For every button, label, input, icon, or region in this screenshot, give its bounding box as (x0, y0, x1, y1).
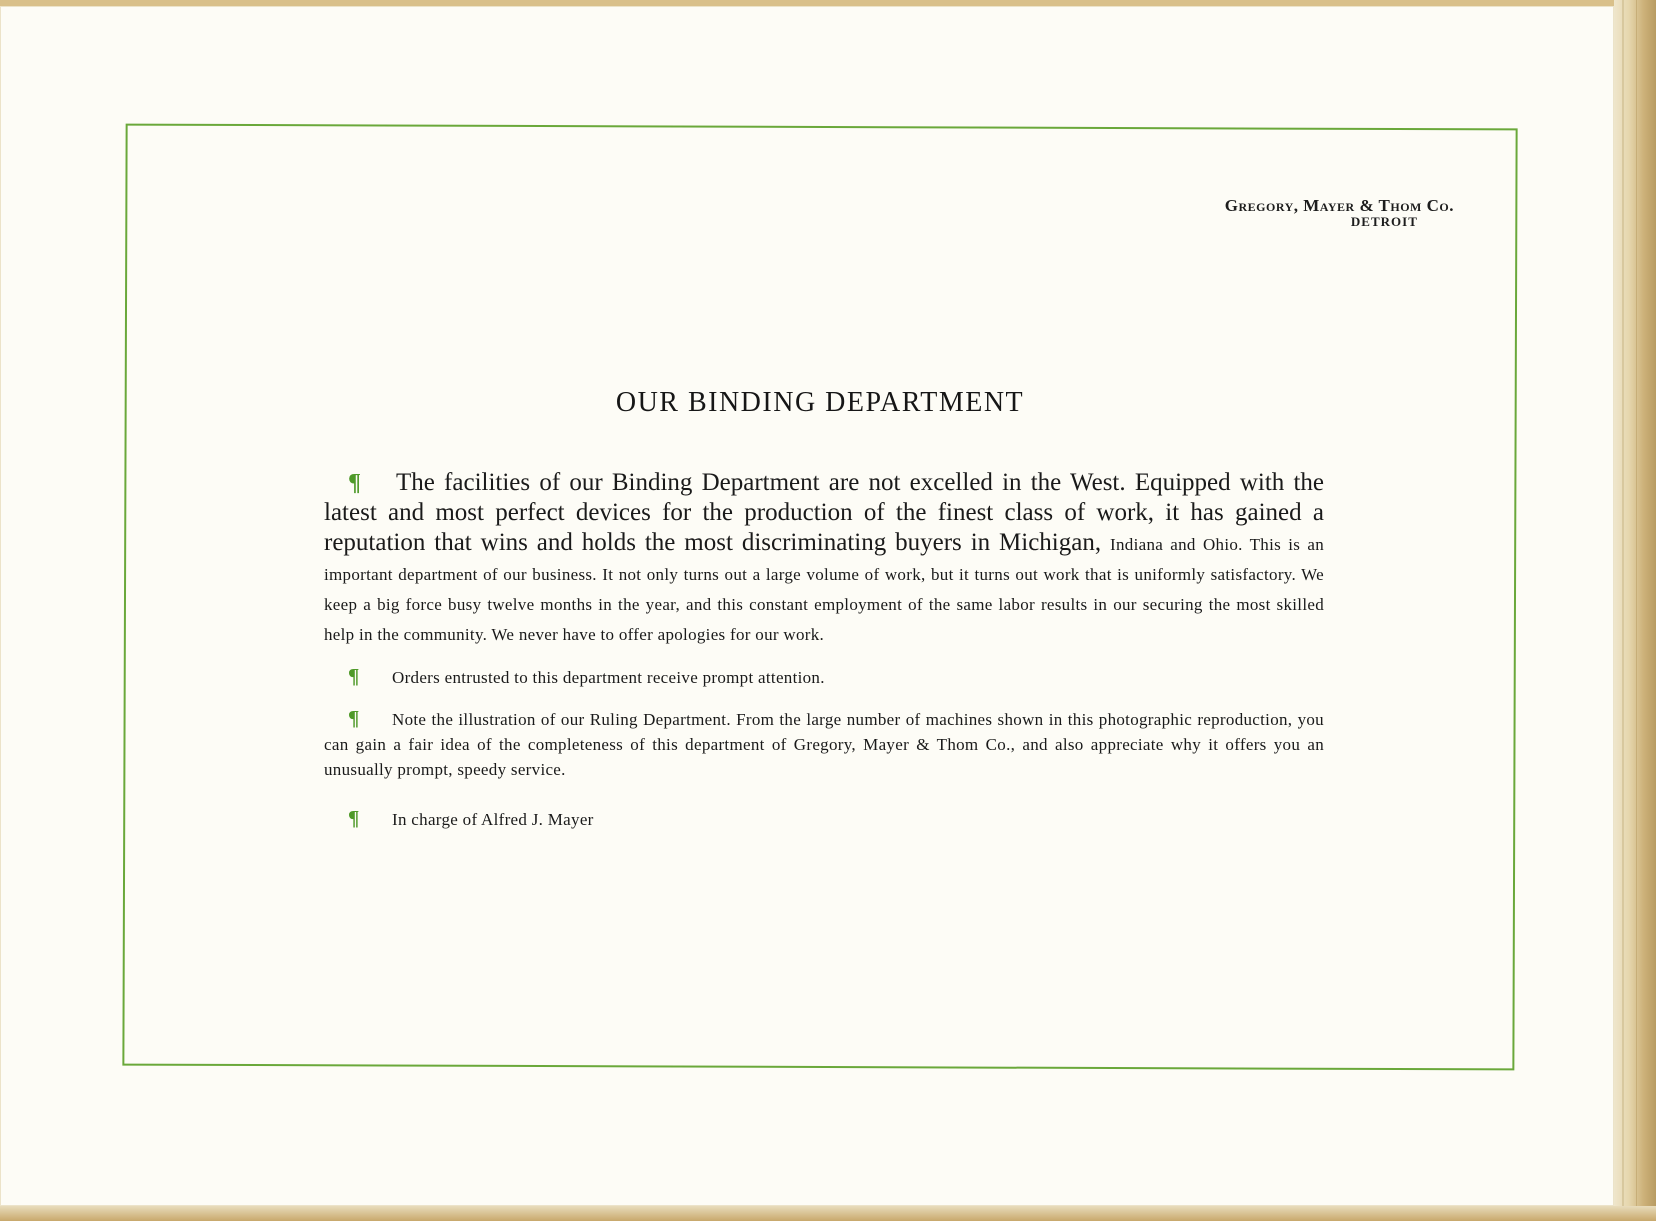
paragraph-text: Orders entrusted to this department receive prompt attention. (392, 668, 825, 687)
paragraph-ruling (324, 706, 1324, 782)
paragraph-text: Note the illustration of our Ruling Department. From the large number of machines shown in this photographic reproduction, you can gain a fair idea of the completeness of this department of Gregory, Mayer & Thom Co., and also appreciate why it offers you an unusually prompt, speedy service. (324, 710, 1324, 779)
pilcrow-icon: ¶ (348, 706, 360, 730)
letterhead (1225, 196, 1454, 230)
paragraph-orders (324, 664, 1324, 690)
paragraph-facilities (324, 468, 1324, 648)
bottom-edge (0, 1206, 1656, 1221)
pilcrow-icon: ¶ (348, 664, 360, 688)
body-text (324, 468, 1324, 848)
company-name: Gregory, Mayer & Thom Co. (1224, 196, 1454, 215)
paragraph-in-charge (324, 806, 1324, 832)
page-edge (1614, 0, 1656, 1221)
paragraph-text: Indiana and Ohio. This is an important department of our business. It not only turns out a large volume of work, but it turns out work that is uniformly satisfactory. We keep a big force busy twelve months in the year, and this constant employment of the same labor results in our securing the most skilled help in the community. We never have to offer apologies for our work. (324, 535, 1324, 644)
paragraph-lead-text: The facilities of our Binding Department are not excelled in the West. Equipped with the latest and most perfect devices for the production of the finest class of work, it has gained a reputation that wins and holds the most discriminating buyers in Michigan, (324, 469, 1324, 556)
paragraph-text: In charge of Alfred J. Mayer (392, 810, 594, 829)
page-title: OUR BINDING DEPARTMENT (615, 387, 1025, 418)
company-city: DETROIT (1350, 214, 1418, 229)
pilcrow-icon: ¶ (348, 806, 360, 830)
pilcrow-icon: ¶ (348, 470, 361, 496)
